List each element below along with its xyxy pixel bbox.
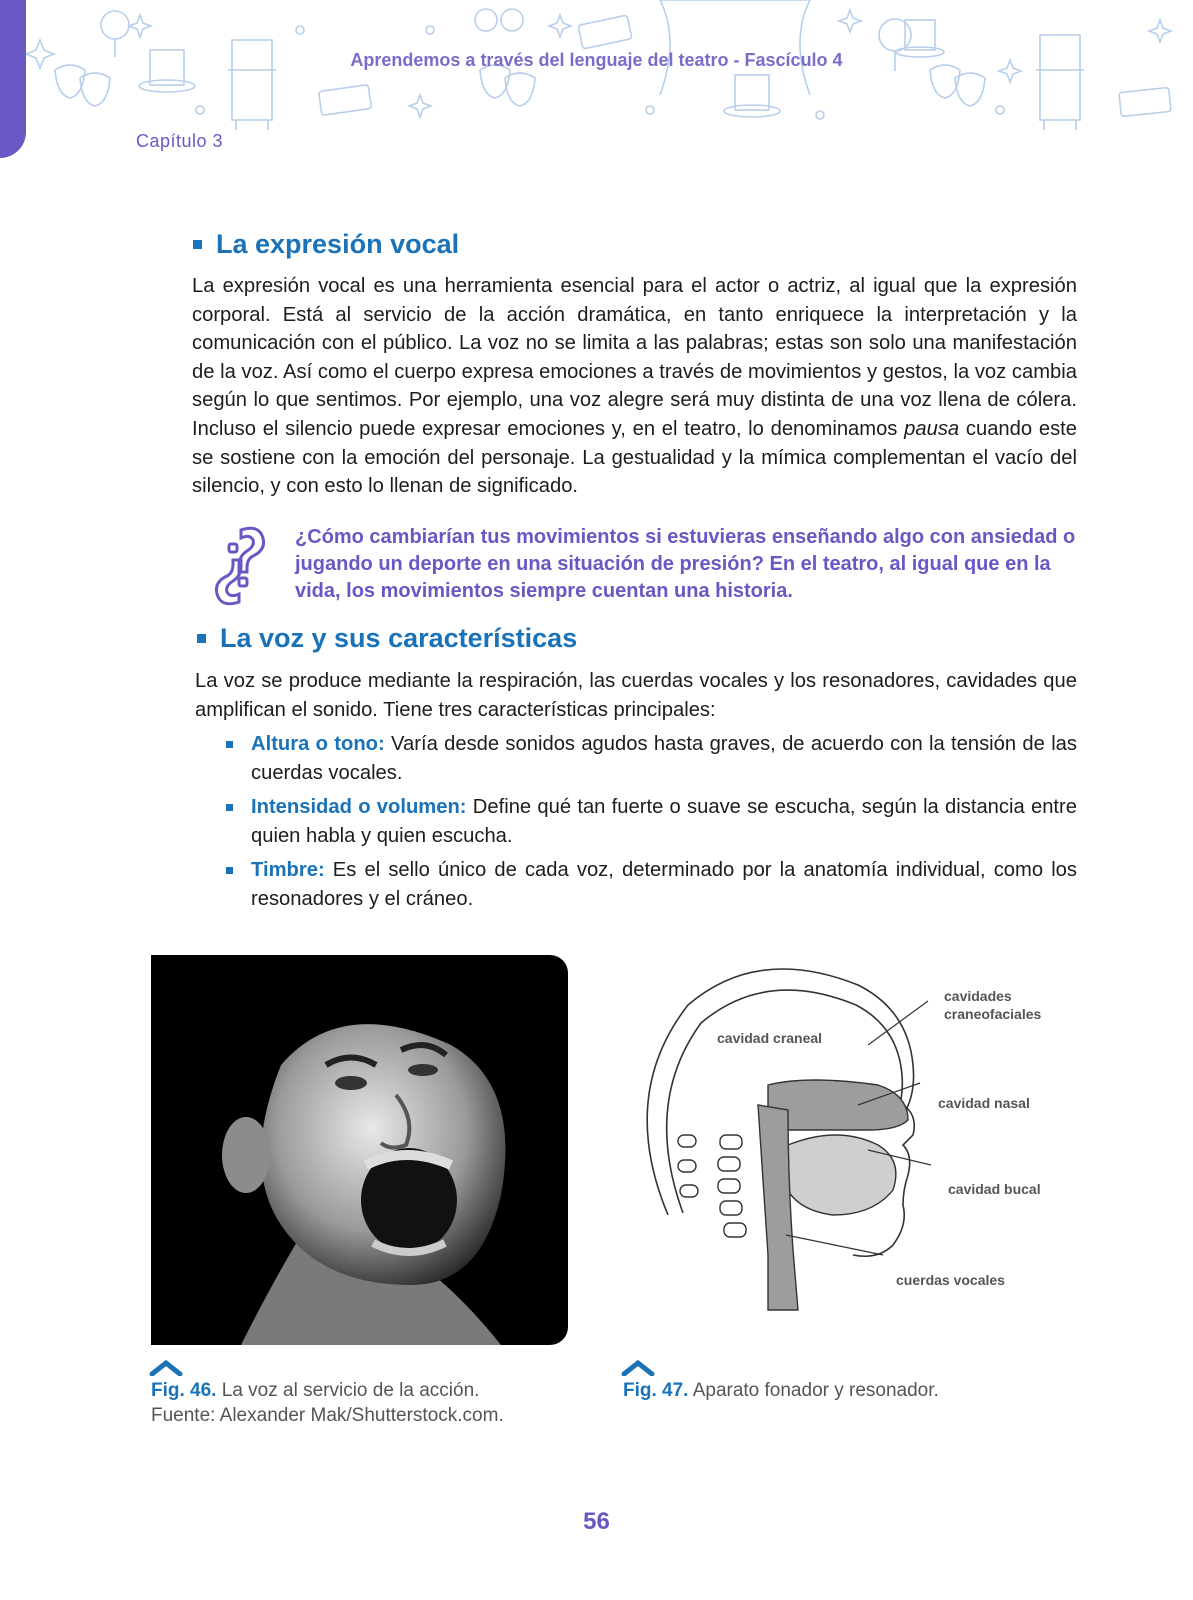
figure-46-photo bbox=[151, 955, 568, 1345]
paragraph-text: La expresión vocal es una herramienta esencial para el actor o actriz, al igual que la expresión corporal. Está al servicio de la acción dramática, en tanto enriquece la interpretación y la comunicación con el público. La voz no se limita a las palabras; estas son solo una manifestación de la voz. Así como el cuerpo expresa emociones a través de movimientos y gestos, la voz cambia según lo que sentimos. Por ejemplo, una voz alegre será muy distinta de una voz llena de cólera. Incluso el silencio puede expresar emociones y, en el teatro, lo denominamos bbox=[192, 275, 1077, 440]
label-cavidades-craneofaciales bbox=[944, 987, 1041, 1023]
reflection-question: ¿Cómo cambiarían tus movimientos si estuvieras enseñando algo con ansiedad o jugando un deporte en una situación de presión? En el teatro, al igual que en la vida, los movimientos siempre cuentan una historia. bbox=[295, 526, 1076, 602]
italic-term: pausa bbox=[904, 417, 960, 440]
item-text: Varía desde sonidos agudos hasta graves, de acuerdo con la tensión de las cuerdas vocales. bbox=[251, 733, 1077, 784]
caption-text: La voz al servicio de la acción. bbox=[216, 1380, 480, 1401]
caption-source: Fuente: Alexander Mak/Shutterstock.com. bbox=[151, 1405, 504, 1426]
list-bullet-icon bbox=[226, 741, 233, 748]
list-bullet-icon bbox=[226, 867, 233, 874]
list-item bbox=[224, 793, 1077, 850]
item-text: Es el sello único de cada voz, determinado por la anatomía individual, como los resonadores y el cráneo. bbox=[251, 859, 1077, 910]
label-cuerdas-vocales: cuerdas vocales bbox=[896, 1272, 1005, 1288]
question-marks-icon bbox=[213, 522, 269, 608]
label-line: craneofaciales bbox=[944, 1006, 1042, 1022]
heading-text: La voz y sus características bbox=[220, 623, 578, 653]
item-term: Intensidad o volumen: bbox=[251, 796, 467, 819]
label-cavidad-bucal: cavidad bucal bbox=[948, 1181, 1041, 1197]
label-line: cavidades bbox=[944, 988, 1012, 1004]
caret-up-icon bbox=[148, 1360, 184, 1376]
figure-46-caption bbox=[151, 1378, 504, 1428]
side-tab bbox=[0, 0, 26, 158]
heading-text: La expresión vocal bbox=[216, 229, 460, 259]
caption-text: Aparato fonador y resonador. bbox=[688, 1380, 939, 1401]
running-title: Aprendemos a través del lenguaje del teatro - Fascículo 4 bbox=[350, 50, 843, 70]
paragraph-text: cuando este se sostiene con la emoción del personaje. La gestualidad y la mímica complementan el vacío del silencio, y con esto lo llenan de significado. bbox=[192, 417, 1077, 498]
heading-bullet-icon bbox=[193, 240, 202, 249]
page-number: 56 bbox=[583, 1508, 610, 1535]
paragraph-voz-intro: La voz se produce mediante la respiración, las cuerdas vocales y los resonadores, cavidades que amplifican el sonido. Tiene tres características principales: bbox=[195, 670, 1077, 721]
label-cavidad-nasal: cavidad nasal bbox=[938, 1095, 1030, 1111]
paragraph-expresion-vocal bbox=[192, 272, 1077, 501]
characteristics-list bbox=[224, 730, 1077, 920]
figure-47-caption bbox=[623, 1378, 939, 1403]
heading-bullet-icon bbox=[197, 634, 206, 643]
item-text: Define qué tan fuerte o suave se escucha, según la distancia entre quien habla y quien escucha. bbox=[251, 796, 1077, 847]
section-heading-voz-caracteristicas bbox=[197, 623, 577, 654]
list-bullet-icon bbox=[226, 804, 233, 811]
item-term: Timbre: bbox=[251, 859, 325, 882]
figure-number: Fig. 47. bbox=[623, 1380, 689, 1401]
label-cavidad-craneal: cavidad craneal bbox=[717, 1030, 823, 1046]
list-item bbox=[224, 730, 1077, 787]
figure-number: Fig. 46. bbox=[151, 1380, 217, 1401]
section-heading-expresion-vocal bbox=[193, 229, 459, 260]
chapter-label: Capítulo 3 bbox=[136, 131, 224, 151]
binoculars-icon bbox=[475, 9, 523, 31]
caret-up-icon bbox=[620, 1360, 656, 1376]
item-term: Altura o tono: bbox=[251, 733, 385, 755]
list-item bbox=[224, 856, 1077, 913]
